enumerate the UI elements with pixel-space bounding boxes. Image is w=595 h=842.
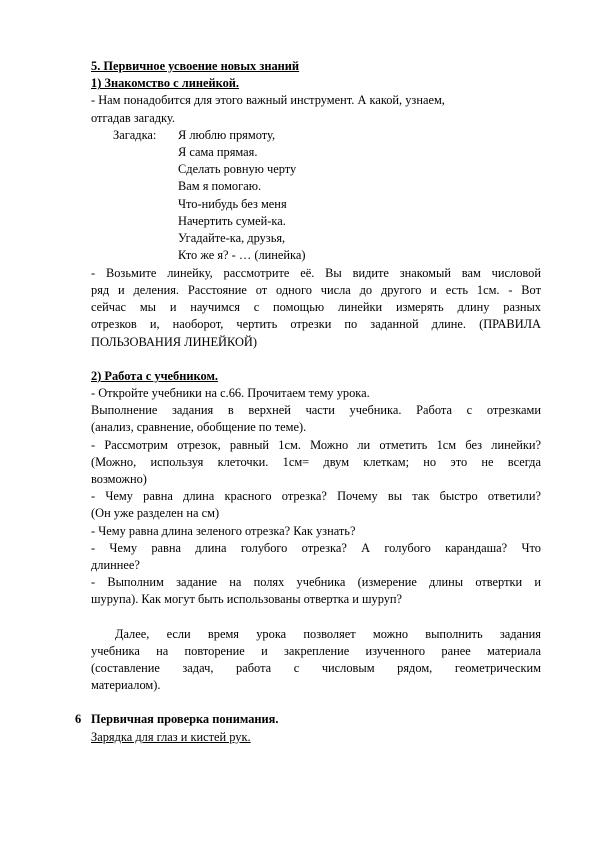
paragraph-line: - Возьмите линейку, рассмотрите её. Вы видите знакомый вам числовой [91, 265, 541, 280]
part1-intro-line-1: - Нам понадобится для этого важный инструмент. А какой, узнаем, [91, 93, 445, 108]
riddle-line: Начертить сумей-ка. [178, 213, 286, 228]
riddle-block [91, 127, 541, 265]
riddle-line: Я сама прямая. [178, 145, 258, 160]
part1-title [91, 75, 541, 92]
paragraph-line: ПОЛЬЗОВАНИЯ ЛИНЕЙКОЙ) [91, 334, 257, 349]
paragraph-line: шурупа). Как могут быть использованы отвертка и шуруп? [91, 592, 403, 607]
section6-number: 6 [75, 712, 82, 727]
section6-heading [75, 711, 541, 728]
paragraph-line: (Можно, используя клеточки. 1см= двум клеткам; но это не всегда [91, 454, 541, 469]
riddle-line: Вам я помогаю. [178, 179, 262, 194]
part2-title: 2) Работа с учебником. [91, 368, 219, 383]
paragraph-line: сейчас мы и научимся с помощью линейки измерять длину разных [91, 300, 541, 315]
paragraph-line: - Чему равна длина зеленого отрезка? Как узнать? [91, 523, 356, 538]
paragraph-line: учебника на повторение и закрепление изученного ранее материала [91, 643, 541, 658]
part2-paragraph [91, 385, 541, 609]
riddle-lines [178, 127, 306, 265]
paragraph-line: Далее, если время урока позволяет можно выполнить задания [115, 626, 541, 641]
part1-intro-line-2: отгадав загадку. [91, 110, 175, 125]
paragraph-line: ряд и деления. Расстояние от одного числа до другого и есть 1см. - Вот [91, 283, 541, 298]
section5-title: 5. Первичное усвоение новых знаний [91, 59, 300, 73]
riddle-line: Угадайте-ка, друзья, [178, 231, 286, 246]
paragraph-line: (Он уже разделен на см) [91, 506, 220, 521]
riddle-line: Что-нибудь без меня [178, 196, 287, 211]
paragraph-line: Выполнение задания в верхней части учебника. Работа с отрезками [91, 403, 541, 418]
closing-paragraph [91, 626, 541, 695]
part1-paragraph [91, 265, 541, 351]
paragraph-line: - Чему равна длина голубого отрезка? А голубого карандаша? Что [91, 540, 541, 555]
paragraph-line: материалом). [91, 678, 161, 693]
paragraph-line: (составление задач, работа с числовым рядом, геометрическим [91, 661, 541, 676]
paragraph-line: (анализ, сравнение, обобщение по теме). [91, 420, 307, 435]
riddle-line: Сделать ровную черту [178, 162, 297, 177]
paragraph-line: возможно) [91, 472, 147, 487]
paragraph-line: отрезков и, наоборот, чертить отрезки по заданной длине. (ПРАВИЛА [91, 317, 541, 332]
riddle-line: Кто же я? - … (линейка) [178, 248, 306, 263]
paragraph-line: - Откройте учебники на с.66. Прочитаем тему урока. [91, 386, 370, 401]
section6-subtitle: Зарядка для глаз и кистей рук. [91, 729, 251, 744]
part1-title-text: 1) Знакомство с линейкой. [91, 76, 240, 91]
riddle-line: Я люблю прямоту, [178, 127, 276, 142]
section6-title: Первичная проверка понимания. [91, 712, 279, 727]
paragraph-line: - Выполним задание на полях учебника (измерение длины отвертки и [91, 575, 541, 590]
paragraph-line: - Рассмотрим отрезок, равный 1см. Можно ли отметить 1см без линейки? [91, 437, 541, 452]
paragraph-line: - Чему равна длина красного отрезка? Почему вы так быстро ответили? [91, 489, 541, 504]
document-content [75, 58, 541, 746]
paragraph-line: длиннее? [91, 558, 140, 573]
riddle-label: Загадка: [113, 127, 157, 142]
